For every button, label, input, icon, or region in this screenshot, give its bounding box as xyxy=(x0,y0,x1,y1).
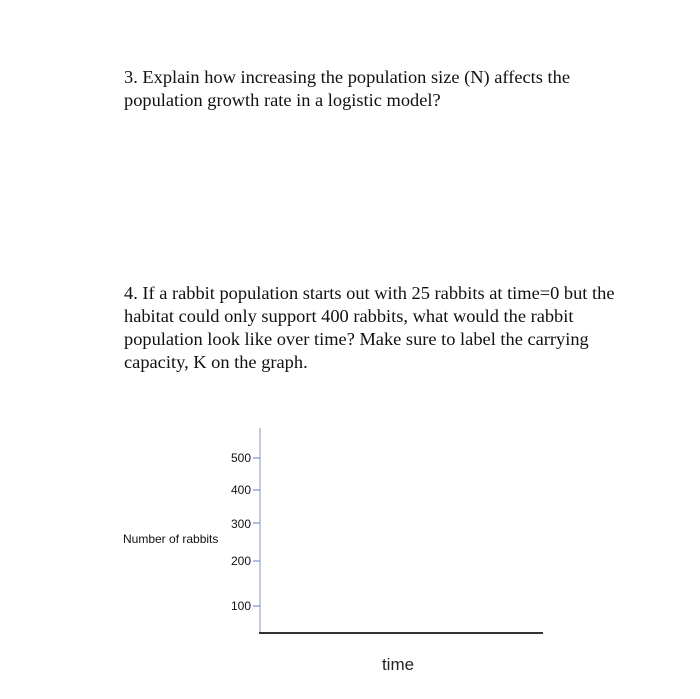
question-4-text: 4. If a rabbit population starts out with 25 rabbits at time=0 but the habitat could only support 400 rabbits, what would the rabbit population look like over time? Make sure to label the carrying capacity, K on the graph. xyxy=(124,283,615,372)
y-tick-label-300: 300 xyxy=(230,517,251,531)
y-tick-label-100: 100 xyxy=(230,599,251,613)
y-tick-label-200: 200 xyxy=(230,554,251,568)
y-tick-label-400: 400 xyxy=(230,483,251,497)
y-axis-label: Number of rabbits xyxy=(123,532,219,546)
y-tick-label-500: 500 xyxy=(230,451,251,465)
x-axis-label: time xyxy=(381,655,415,674)
question-3-text: 3. Explain how increasing the population size (N) affects the population growth rate in a logistic model? xyxy=(124,67,571,110)
